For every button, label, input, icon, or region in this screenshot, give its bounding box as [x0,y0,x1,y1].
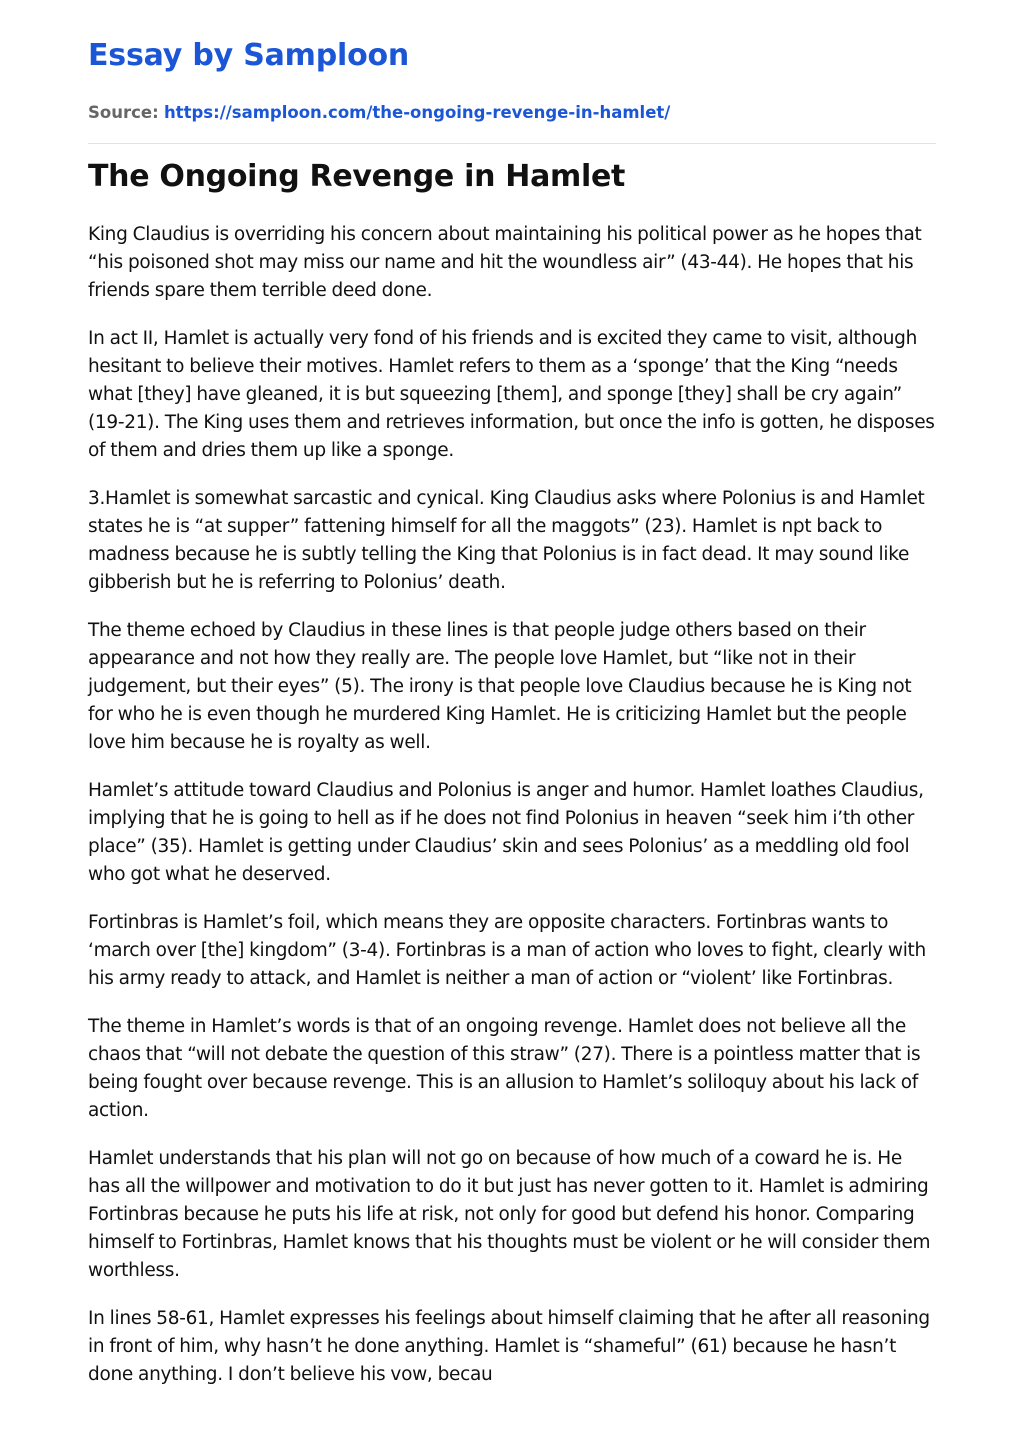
site-brand-title: Essay by Samploon [88,38,410,73]
essay-paragraph: Hamlet understands that his plan will not go on because of how much of a coward he is. He has all the willpower and motivation to do it but just has never gotten to it. Hamlet is admiring Fortinbras because he puts his life at risk, not only for good but defend his honor. Comparing himself to Fortinbras, Hamlet knows that his thoughts must be violent or he will consider them worthless. [88,1148,931,1281]
source-line [88,102,670,124]
source-link[interactable]: https://samploon.com/the-ongoing-revenge-in-hamlet/ [163,103,671,122]
source-label: Source: [88,103,159,122]
essay-title: The Ongoing Revenge in Hamlet [88,159,626,194]
essay-paragraph: In lines 58-61, Hamlet expresses his feelings about himself claiming that he after all reasoning in front of him, why hasn’t he done anything. Hamlet is “shameful” (61) because he hasn’t done anything. I don’t believe his vow, becau [88,1308,930,1385]
essay-paragraph: King Claudius is overriding his concern about maintaining his political power as he hopes that “his poisoned shot may miss our name and hit the woundless air” (43-44). He hopes that his friends spare them terrible deed done. [88,224,922,301]
essay-paragraph: Hamlet’s attitude toward Claudius and Polonius is anger and humor. Hamlet loathes Claudius, implying that he is going to hell as if he does not find Polonius in heaven “seek him i’th other place” (35). Hamlet is getting under Claudius’ skin and sees Polonius’ as a meddling old fool who got what he deserved. [88,780,924,885]
essay-paragraph: The theme in Hamlet’s words is that of an ongoing revenge. Hamlet does not believe all the chaos that “will not debate the question of this straw” (27). There is a pointless matter that is being fought over because revenge. This is an allusion to Hamlet’s soliloquy about his lack of action. [88,1016,921,1121]
essay-paragraph: 3.Hamlet is somewhat sarcastic and cynical. King Claudius asks where Polonius is and Hamlet states he is “at supper” fattening himself for all the maggots” (23). Hamlet is npt back to madness because he is subtly telling the King that Polonius is in fact dead. It may sound like gibberish but he is referring to Polonius’ death. [88,488,925,593]
essay-body [88,221,936,1409]
essay-paragraph: In act II, Hamlet is actually very fond of his friends and is excited they came to visit, although hesitant to believe their motives. Hamlet refers to them as a ‘sponge’ that the King “needs what [they] have gleaned, it is but squeezing [them], and sponge [they] shall be cry again” (19-21). The King uses them and retrieves information, but once the info is gotten, he disposes of them and dries them up like a sponge. [88,328,935,461]
essay-paragraph: Fortinbras is Hamlet’s foil, which means they are opposite characters. Fortinbras wants to ‘march over [the] kingdom” (3-4). Fortinbras is a man of action who loves to fight, clearly with his army ready to attack, and Hamlet is neither a man of action or “violent’ like Fortinbras. [88,912,926,989]
header-divider [88,143,936,144]
essay-paragraph: The theme echoed by Claudius in these lines is that people judge others based on their appearance and not how they really are. The people love Hamlet, but “like not in their judgement, but their eyes” (5). The irony is that people love Claudius because he is King not for who he is even though he murdered King Hamlet. He is criticizing Hamlet but the people love him because he is royalty as well. [88,620,912,753]
